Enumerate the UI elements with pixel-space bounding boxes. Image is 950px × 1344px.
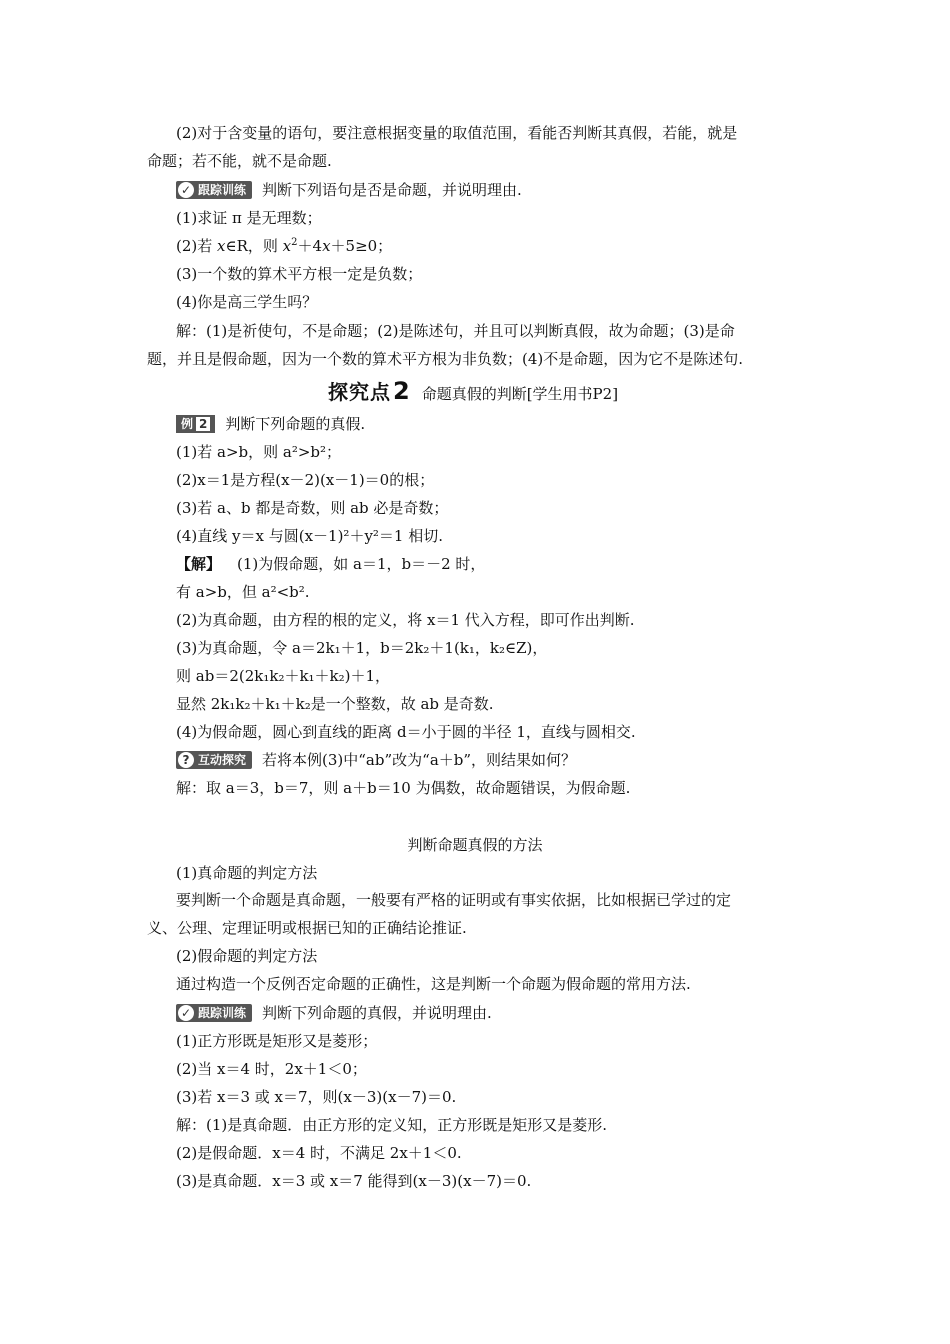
solution-line: (3)为真命题，令 a＝2k₁＋1，b＝2k₂＋1(k₁，k₂∈Z)， [176,639,548,657]
example-number: 2 [196,417,210,431]
training-badge-label: 跟踪训练 [198,1006,247,1020]
section-title: 探究点 [328,380,391,404]
method-heading: (1)真命题的判定方法 [176,864,318,882]
solution-line: (4)为假命题，圆心到直线的距离 d＝小于圆的半径 1，直线与圆相交. [176,723,636,741]
text-run: (1)为假命题，如 a＝1，b＝－2 时， [237,555,486,573]
paragraph-line: 要判断一个命题是真命题，一般要有严格的证明或有事实依据，比如根据已学过的定 [176,891,732,909]
solution-line: (2)为真命题，由方程的根的定义，将 x＝1 代入方程，即可作出判断. [176,611,635,629]
list-item: (2)x＝1是方程(x－2)(x－1)＝0的根； [176,471,435,489]
paragraph-line: (2)对于含变量的语句，要注意根据变量的取值范围，看能否判断其真假，若能，就是 [176,124,738,142]
answer-line: (3)是真命题．x＝3 或 x＝7 能得到(x－3)(x－7)＝0. [176,1172,532,1190]
training-badge-label: 跟踪训练 [198,183,247,197]
training-prompt: 判断下列语句是否是命题，并说明理由. [262,181,522,199]
paragraph-line: 义、公理、定理证明或根据已知的正确结论推证. [147,919,467,937]
training-header [176,179,522,201]
training-badge [176,181,252,199]
training-prompt: 判断下列命题的真假，并说明理由. [262,1004,492,1022]
check-icon: ✓ [178,1005,194,1021]
answer-line: 解：(1)是祈使句，不是命题；(2)是陈述句，并且可以判断真假，故为命题；(3)是命 [176,322,735,340]
text-run: ＋5≥0； [330,237,393,255]
solution-label: 【解】 [176,555,222,573]
answer-line: 题，并且是假命题，因为一个数的算术平方根为非负数；(4)不是命题，因为它不是陈述句. [147,350,744,368]
solution-line [176,553,485,575]
section-number: 2 [393,377,410,405]
answer-line: 解：(1)是真命题．由正方形的定义知，正方形既是矩形又是菱形. [176,1116,608,1134]
training-header [176,1002,492,1024]
list-item: (3)若 x＝3 或 x＝7，则(x－3)(x－7)＝0. [176,1088,457,1106]
list-item: (2)当 x＝4 时，2x＋1＜0； [176,1060,367,1078]
answer-line: 解：取 a＝3，b＝7，则 a＋b＝10 为偶数，故命题错误，为假命题. [176,779,631,797]
section-subtitle: 命题真假的判断[学生用书P2] [421,385,619,403]
list-item [176,235,392,257]
list-item: (1)若 a>b，则 a²>b²； [176,443,342,461]
training-badge [176,1004,252,1022]
section-heading [328,377,618,408]
text-run: ＋4 [297,237,323,255]
check-icon: ✓ [178,182,194,198]
solution-line: 显然 2k₁k₂＋k₁＋k₂是一个整数，故 ab 是奇数. [176,695,494,713]
question-icon: ? [178,752,194,768]
answer-line: (2)是假命题．x＝4 时，不满足 2x＋1＜0. [176,1144,462,1162]
example-prompt: 判断下列命题的真假. [225,415,366,433]
paragraph-line: 命题；若不能，就不是命题. [147,152,332,170]
solution-line: 则 ab＝2(2k₁k₂＋k₁＋k₂)＋1， [176,667,391,685]
solution-line: 有 a>b，但 a²<b². [176,583,310,601]
interact-prompt: 若将本例(3)中“ab”改为“a＋b”，则结果如何？ [262,751,577,769]
list-item: (4)直线 y＝x 与圆(x－1)²＋y²＝1 相切. [176,527,444,545]
math-var: x [322,237,331,255]
text-run: ∈R，则 [225,237,283,255]
paragraph-line: 通过构造一个反例否定命题的正确性，这是判断一个命题为假命题的常用方法. [176,975,691,993]
text-run: (2)若 [176,237,218,255]
method-heading: (2)假命题的判定方法 [176,947,318,965]
example-badge-label: 例 [181,417,194,431]
interact-badge [176,751,252,769]
list-item: (3)若 a、b 都是奇数，则 ab 必是奇数； [176,499,449,517]
interact-badge-label: 互动探究 [198,753,247,767]
math-var: x [282,237,292,255]
interact-header [176,749,576,771]
list-item: (4)你是高三学生吗？ [176,293,318,311]
list-item: (3)一个数的算术平方根一定是负数； [176,265,423,283]
list-item: (1)正方形既是矩形又是菱形； [176,1032,378,1050]
list-item: (1)求证 π 是无理数； [176,209,322,227]
method-title: 判断命题真假的方法 [407,836,543,854]
example-badge [176,415,215,433]
math-sup: 2 [291,237,298,248]
math-var: x [217,237,226,255]
example-header [176,413,365,435]
